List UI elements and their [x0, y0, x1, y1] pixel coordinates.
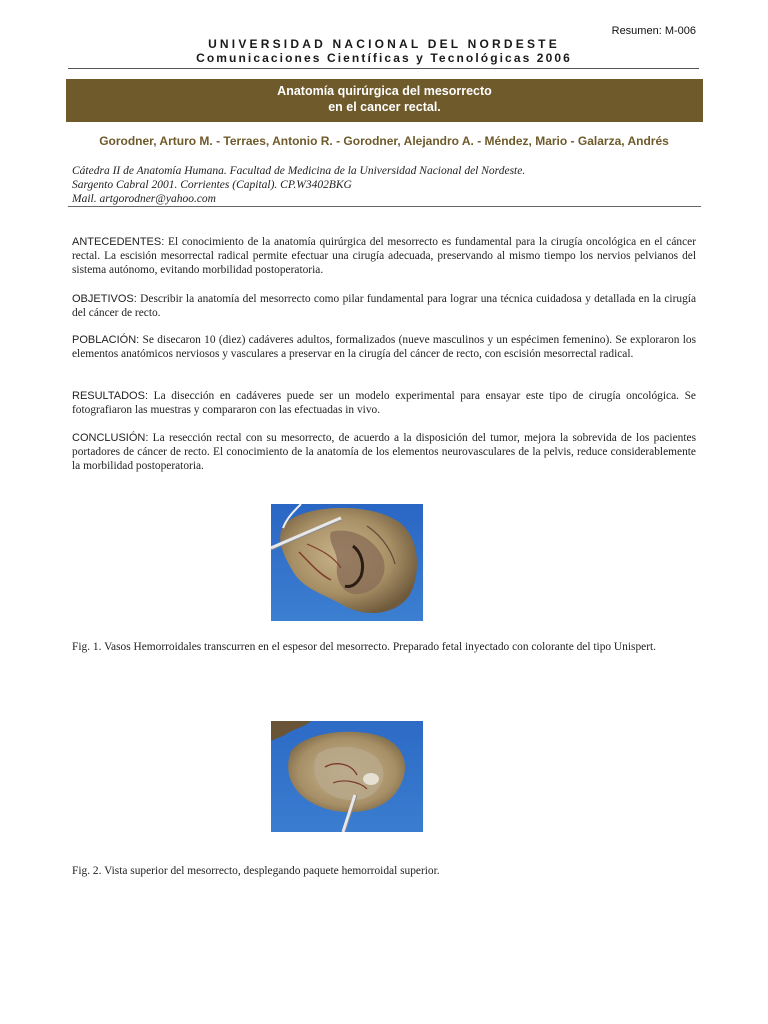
- affiliation-line-2: Sargento Cabral 2001. Corrientes (Capital). CP.W3402BKG: [72, 179, 352, 191]
- figure-1-photo: [271, 504, 423, 621]
- section-label: ANTECEDENTES:: [72, 236, 165, 248]
- section-text: La resección rectal con su mesorrecto, de acuerdo a la disposición del tumor, mejora la sobrevida de los pacientes portadores de cáncer de recto. El conocimiento de la anatomía de los elementos neurovasculares de la pelvis, reduce considerablemente la morbilidad postoperatoria.: [72, 432, 696, 472]
- section-label: CONCLUSIÓN:: [72, 432, 149, 444]
- section-text: Se disecaron 10 (diez) cadáveres adultos, formalizados (nueve masculinos y un espécimen femenino). Se exploraron los elementos anatómicos nerviosos y vasculares a preservar en la cirugía del cáncer de recto, con escisión mesorrectal radical.: [72, 334, 696, 360]
- section-antecedentes: [72, 235, 696, 277]
- section-label: OBJETIVOS:: [72, 293, 137, 305]
- section-text: Describir la anatomía del mesorrecto como pilar fundamental para lograr una técnica cuidadosa y detallada en la cirugía del cáncer de recto.: [72, 293, 696, 319]
- resumen-code: Resumen: M-006: [611, 25, 696, 37]
- figure-1-image: [271, 504, 423, 621]
- section-label: RESULTADOS:: [72, 390, 148, 402]
- section-conclusion: [72, 431, 696, 473]
- university-name: UNIVERSIDAD NACIONAL DEL NORDESTE: [208, 37, 560, 51]
- affiliation-rule: [68, 206, 701, 207]
- title-line-2: en el cancer rectal.: [328, 100, 441, 114]
- section-resultados: [72, 389, 696, 417]
- section-poblacion: [72, 333, 696, 361]
- affiliation-block: [72, 164, 692, 206]
- communications-title: Comunicaciones Científicas y Tecnológicas 2006: [196, 51, 572, 65]
- title-line-1: Anatomía quirúrgica del mesorrecto: [277, 84, 492, 98]
- section-text: El conocimiento de la anatomía quirúrgica del mesorrecto es fundamental para la cirugía oncológica en el cáncer rectal. La escisión mesorrectal radical permite efectuar una cirugía adecuada, preservando al mismo tiempo los nervios pelvianos del sistema autónomo, evitando morbilidad postoperatoria.: [72, 236, 696, 276]
- figure-1-caption: Fig. 1. Vasos Hemorroidales transcurren en el espesor del mesorrecto. Preparado fetal inyectado con colorante del tipo Unispert.: [72, 641, 657, 653]
- section-objetivos: [72, 292, 696, 320]
- affiliation-email: Mail. artgorodner@yahoo.com: [72, 193, 216, 205]
- affiliation-line-1: Cátedra II de Anatomía Humana. Facultad de Medicina de la Universidad Nacional del Nordeste.: [72, 165, 526, 177]
- figure-2-image: [271, 721, 423, 832]
- section-text: La disección en cadáveres puede ser un modelo experimental para ensayar este tipo de cirugía oncológica. Se fotografiaron las muestras y compararon con las efectuadas in vivo.: [72, 390, 696, 416]
- header-rule: [68, 68, 699, 69]
- title-band: [66, 79, 703, 122]
- authors-line: Gorodner, Arturo M. - Terraes, Antonio R. - Gorodner, Alejandro A. - Méndez, Mario - Galarza, Andrés: [99, 134, 669, 148]
- section-label: POBLACIÓN:: [72, 334, 140, 346]
- figure-2-photo: [271, 721, 423, 832]
- figure-2-caption: Fig. 2. Vista superior del mesorrecto, desplegando paquete hemorroidal superior.: [72, 865, 440, 877]
